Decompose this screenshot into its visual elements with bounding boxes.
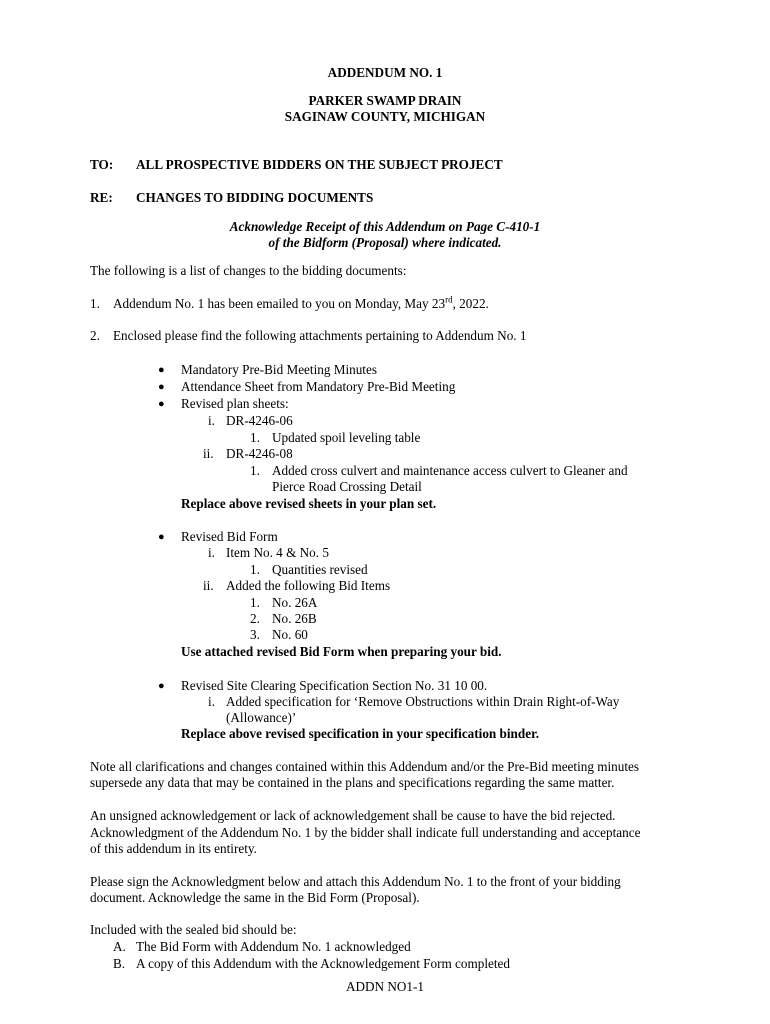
included-item-letter: A.: [113, 939, 126, 954]
page-footer: ADDN NO1-1: [345, 979, 425, 994]
bid-form-note: Use attached revised Bid Form when preparing your bid.: [181, 644, 502, 659]
sub-item-number: i.: [208, 413, 215, 428]
item-2-text: Enclosed please find the following attachments pertaining to Addendum No. 1: [113, 328, 527, 343]
sub-item: Added the following Bid Items: [226, 578, 391, 593]
bullet-icon: ●: [158, 398, 165, 410]
list-item: Mandatory Pre-Bid Meeting Minutes: [181, 362, 377, 377]
sub-item-number: i.: [208, 545, 215, 560]
list-item: Revised plan sheets:: [181, 396, 289, 411]
sub-sub-item-number: 1.: [250, 562, 260, 577]
sub-sub-item-number: 1.: [250, 430, 260, 445]
sub-item-number: ii.: [203, 578, 214, 593]
sub-sub-item: No. 60: [272, 627, 308, 642]
acknowledgement-paragraph-line-3: of this addendum in its entirety.: [90, 841, 257, 856]
sub-sub-item: No. 26A: [272, 595, 318, 610]
acknowledgement-paragraph-line-2: Acknowledgment of the Addendum No. 1 by the bidder shall indicate full understanding and acceptance: [90, 825, 641, 840]
bullet-icon: ●: [158, 531, 165, 543]
clarification-paragraph-line-1: Note all clarifications and changes contained within this Addendum and/or the Pre-Bid meeting minutes: [90, 759, 639, 774]
sub-item-number: ii.: [203, 446, 214, 461]
clarification-paragraph-line-2: supersede any data that may be contained in the plans and specifications regarding the same matter.: [90, 775, 615, 790]
bullet-icon: ●: [158, 381, 165, 393]
included-item: The Bid Form with Addendum No. 1 acknowledged: [136, 939, 411, 954]
re-value: CHANGES TO BIDDING DOCUMENTS: [136, 190, 374, 205]
re-label: RE:: [90, 190, 113, 205]
sub-sub-item-number: 1.: [250, 463, 260, 478]
sub-sub-item: No. 26B: [272, 611, 317, 626]
included-item: A copy of this Addendum with the Acknowledgement Form completed: [136, 956, 510, 971]
sub-sub-item-continued: Pierce Road Crossing Detail: [272, 479, 422, 494]
to-value: ALL PROSPECTIVE BIDDERS ON THE SUBJECT PROJECT: [136, 157, 503, 172]
sub-item: Added specification for ‘Remove Obstructions within Drain Right-of-Way: [226, 694, 620, 709]
project-location: SAGINAW COUNTY, MICHIGAN: [284, 109, 486, 124]
acknowledge-line-1: Acknowledge Receipt of this Addendum on Page C-410-1: [229, 219, 541, 234]
acknowledgement-paragraph-line-1: An unsigned acknowledgement or lack of acknowledgement shall be cause to have the bid rejected.: [90, 808, 616, 823]
sub-sub-item-number: 1.: [250, 595, 260, 610]
list-item: Attendance Sheet from Mandatory Pre-Bid Meeting: [181, 379, 456, 394]
list-item: Revised Site Clearing Specification Section No. 31 10 00.: [181, 678, 488, 693]
included-heading: Included with the sealed bid should be:: [90, 922, 297, 937]
bullet-icon: ●: [158, 680, 165, 692]
included-item-letter: B.: [113, 956, 126, 971]
item-1-text: Addendum No. 1 has been emailed to you on Monday, May 23rd, 2022.: [113, 294, 489, 311]
sub-sub-item: Updated spoil leveling table: [272, 430, 421, 445]
sub-item: DR-4246-06: [226, 413, 293, 428]
sub-item: DR-4246-08: [226, 446, 293, 461]
item-2-number: 2.: [90, 328, 100, 343]
intro-text: The following is a list of changes to the bidding documents:: [90, 263, 407, 278]
specification-note: Replace above revised specification in your specification binder.: [181, 726, 540, 741]
addendum-title: ADDENDUM NO. 1: [327, 65, 443, 80]
project-name: PARKER SWAMP DRAIN: [308, 93, 462, 108]
sub-sub-item-number: 2.: [250, 611, 260, 626]
sub-sub-item: Quantities revised: [272, 562, 368, 577]
list-item: Revised Bid Form: [181, 529, 278, 544]
sub-sub-item-number: 3.: [250, 627, 260, 642]
acknowledge-line-2: of the Bidform (Proposal) where indicated.: [268, 235, 502, 250]
bullet-icon: ●: [158, 364, 165, 376]
to-label: TO:: [90, 157, 114, 172]
sign-paragraph-line-2: document. Acknowledge the same in the Bid Form (Proposal).: [90, 890, 420, 905]
sub-item: Item No. 4 & No. 5: [226, 545, 329, 560]
plan-set-note: Replace above revised sheets in your plan set.: [181, 496, 437, 511]
sub-item-number: i.: [208, 694, 215, 709]
sub-item-continued: (Allowance)’: [226, 710, 297, 725]
sub-sub-item: Added cross culvert and maintenance access culvert to Gleaner and: [272, 463, 628, 478]
item-1-number: 1.: [90, 296, 100, 311]
sign-paragraph-line-1: Please sign the Acknowledgment below and attach this Addendum No. 1 to the front of your bidding: [90, 874, 621, 889]
